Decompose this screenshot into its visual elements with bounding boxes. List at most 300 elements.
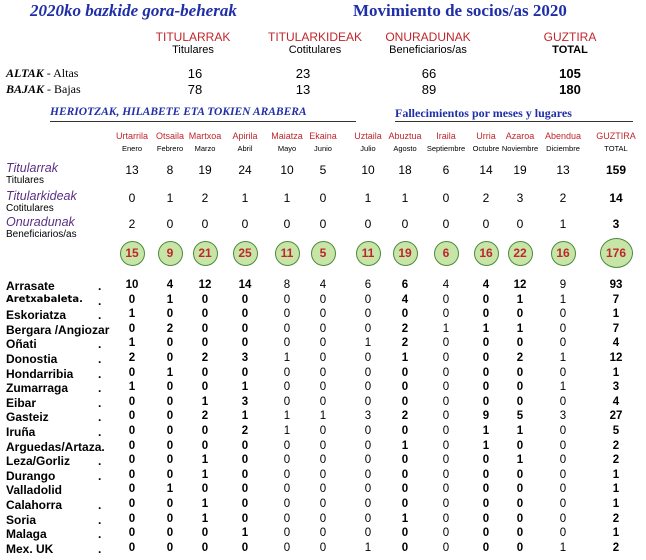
city-cell: 0 [516,308,524,320]
category-cell: 5 [319,163,327,177]
month-label: Urtarrila [115,131,148,141]
city-cell: 4 [442,279,450,291]
table-row [0,498,646,513]
city-cell: 0 [128,396,136,408]
category-sublabel: Beneficiarios/as [6,229,77,240]
city-cell: 0 [442,469,450,481]
table-row [0,410,646,425]
month-label: Ekaina [309,131,337,141]
month-sublabel: Mayo [277,144,297,153]
city-cell: 1 [559,294,567,306]
city-cell: 0 [128,367,136,379]
city-cell: 0 [128,498,136,510]
city-cell: 0 [166,337,174,349]
city-cell: 5 [612,425,620,437]
city-cell: 1 [516,294,524,306]
category-cell: 0 [241,217,249,231]
city-cell: 0 [442,483,450,495]
city-cell: 2 [166,323,174,335]
city-cell: 1 [401,352,409,364]
month-sublabel: Marzo [194,144,216,153]
category-label: Titularkideak [6,189,77,203]
city-cell: 1 [128,381,136,393]
city-cell: 0 [283,454,291,466]
city-cell: 7 [612,323,620,335]
table-row [0,440,646,455]
summary-col-cotitulares: TITULARKIDEAK [267,30,363,44]
city-cell: 2 [401,323,409,335]
city-cell: 0 [241,440,249,452]
city-cell: 0 [166,454,174,466]
city-cell: 0 [364,367,372,379]
city-cell: 0 [442,396,450,408]
city-cell: 1 [241,410,249,422]
city-cell: 0 [166,440,174,452]
city-cell: 0 [482,396,490,408]
city-cell: 0 [128,440,136,452]
table-row [0,454,646,469]
month-label: Urria [476,131,496,141]
city-cell: 0 [364,440,372,452]
city-cell: 0 [442,527,450,539]
city-cell: 2 [401,337,409,349]
city-dot: . [98,308,102,322]
city-cell: 0 [401,469,409,481]
city-cell: 0 [241,454,249,466]
summary-row-bajas-label: BAJAK - Bajas [6,82,81,96]
month-total-badge: 25 [233,241,258,266]
table-row [0,469,646,484]
city-dot: . [98,337,102,351]
table-row [0,425,646,440]
city-cell: 0 [482,498,490,510]
month-label: Uztaila [354,131,382,141]
city-cell: 3 [241,352,249,364]
city-cell: 0 [516,469,524,481]
city-cell: 0 [482,483,490,495]
city-cell: 0 [482,381,490,393]
month-sublabel: Diciembre [546,144,580,153]
city-cell: 0 [516,542,524,554]
city-cell: 0 [319,498,327,510]
city-cell: 1 [612,498,620,510]
category-cell: 0 [166,217,174,231]
city-cell: 1 [612,367,620,379]
city-cell: 0 [559,527,567,539]
month-sublabel: Septiembre [426,144,466,153]
table-row [0,279,646,294]
month-label: Iraila [436,131,456,141]
city-cell: 2 [201,410,209,422]
city-cell: 0 [319,527,327,539]
city-cell: 1 [612,469,620,481]
category-cell: 3 [516,191,524,205]
city-cell: 4 [166,279,174,291]
city-cell: 0 [241,483,249,495]
section-title-basque: HERIOTZAK, HILABETE ETA TOKIEN ARABERA [50,106,307,118]
city-cell: 1 [516,454,524,466]
city-cell: 0 [319,381,327,393]
city-cell: 3 [241,396,249,408]
city-cell: 1 [559,381,567,393]
summary-sub-cotitulares: Cotitulares [288,44,342,56]
category-cell: 1 [241,191,249,205]
city-cell: 0 [442,352,450,364]
city-cell: 0 [559,483,567,495]
summary-altas-titulares: 16 [187,66,203,81]
city-cell: 1 [283,410,291,422]
city-cell: 0 [128,527,136,539]
month-total-badge: 16 [474,241,499,266]
category-cell: 159 [605,163,627,177]
city-cell: 9 [559,279,567,291]
city-name: Leza/Gorliz [6,454,71,468]
table-row [0,381,646,396]
city-name: Durango [6,469,56,483]
city-cell: 14 [238,279,252,291]
summary-sub-total: TOTAL [552,44,588,56]
city-cell: 1 [612,308,620,320]
city-cell: 0 [516,396,524,408]
summary-sub-titulares: Titulares [172,44,214,56]
category-label: Onuradunak [6,215,75,229]
city-cell: 6 [364,279,372,291]
city-cell: 0 [128,410,136,422]
city-cell: 1 [364,337,372,349]
city-cell: 0 [201,323,209,335]
city-cell: 4 [401,294,409,306]
month-sublabel: TOTAL [604,144,628,153]
city-cell: 0 [201,542,209,554]
city-cell: 0 [166,381,174,393]
city-cell: 0 [559,454,567,466]
city-cell: 0 [166,410,174,422]
city-dot: . [98,381,102,395]
section-underline-spanish [395,121,633,122]
category-cell: 0 [401,217,409,231]
city-cell: 0 [364,323,372,335]
city-dot: . [98,498,102,512]
month-label: Otsaila [155,131,184,141]
city-cell: 9 [482,410,490,422]
month-total-badge: 15 [120,241,145,266]
city-cell: 2 [201,352,209,364]
city-cell: 4 [612,396,620,408]
city-cell: 1 [516,323,524,335]
city-cell: 0 [364,527,372,539]
month-total-badge: 9 [158,241,183,266]
city-dot: . [98,367,102,381]
city-cell: 0 [401,425,409,437]
city-cell: 0 [241,323,249,335]
month-sublabel: Febrero [156,144,184,153]
category-cell: 14 [479,163,493,177]
city-cell: 1 [482,440,490,452]
city-cell: 0 [516,381,524,393]
city-cell: 0 [319,294,327,306]
city-cell: 2 [612,542,620,554]
city-cell: 0 [166,542,174,554]
city-cell: 0 [442,337,450,349]
category-cell: 2 [201,191,209,205]
city-dot: . [98,294,102,308]
city-cell: 0 [482,454,490,466]
city-cell: 0 [401,367,409,379]
category-cell: 2 [482,191,490,205]
city-cell: 0 [319,425,327,437]
city-cell: 1 [166,294,174,306]
city-cell: 0 [319,542,327,554]
month-sublabel: Enero [121,144,142,153]
city-cell: 0 [516,367,524,379]
table-row [0,308,646,323]
month-total-badge: 11 [356,241,381,266]
category-cell: 8 [166,163,174,177]
city-cell: 3 [612,381,620,393]
city-cell: 0 [401,308,409,320]
city-cell: 1 [128,337,136,349]
city-cell: 0 [482,542,490,554]
table-row [0,294,646,309]
month-total-badge: 6 [434,241,459,266]
summary-bajas-cotitulares: 13 [295,82,311,97]
month-total-badge: 22 [508,241,533,266]
table-row [0,513,646,528]
city-name: Soria [6,513,37,527]
city-cell: 0 [401,483,409,495]
city-cell: 0 [166,396,174,408]
city-cell: 0 [559,440,567,452]
city-name: Gasteiz [6,410,49,424]
month-label: Apirila [232,131,258,141]
month-sublabel: Octubre [472,144,500,153]
month-sublabel: Julio [360,144,376,153]
city-cell: 0 [319,367,327,379]
city-cell: 0 [401,396,409,408]
month-sublabel: Junio [314,144,332,153]
city-cell: 1 [201,513,209,525]
category-cell: 0 [201,217,209,231]
city-cell: 0 [128,323,136,335]
city-name: Oñati [6,337,37,351]
section-title-spanish: Fallecimientos por meses y lugares [395,106,572,120]
city-cell: 0 [401,454,409,466]
city-cell: 0 [319,396,327,408]
city-cell: 0 [128,425,136,437]
city-name: Zumarraga [6,381,69,395]
city-cell: 0 [128,469,136,481]
city-cell: 0 [442,498,450,510]
city-name: Arguedas/Artaza. [6,440,105,454]
city-cell: 0 [516,337,524,349]
city-dot: . [98,352,102,366]
city-cell: 0 [559,367,567,379]
city-cell: 0 [283,498,291,510]
city-cell: 6 [401,279,409,291]
city-cell: 0 [442,542,450,554]
summary-col-total: GUZTIRA [543,30,597,44]
city-cell: 4 [482,279,490,291]
category-cell: 19 [198,163,212,177]
category-label: Titularrak [6,161,58,175]
category-cell: 1 [401,191,409,205]
city-cell: 0 [319,483,327,495]
month-sublabel: Noviembre [501,144,539,153]
city-cell: 0 [516,498,524,510]
city-cell: 1 [559,352,567,364]
city-cell: 0 [201,381,209,393]
city-cell: 0 [482,337,490,349]
city-cell: 0 [401,527,409,539]
city-cell: 0 [401,381,409,393]
month-total-badge: 16 [551,241,576,266]
city-cell: 0 [364,513,372,525]
table-row [0,483,646,498]
city-cell: 12 [609,352,623,364]
city-cell: 0 [283,308,291,320]
city-cell: 0 [201,337,209,349]
city-cell: 0 [241,294,249,306]
city-cell: 2 [516,352,524,364]
city-cell: 2 [241,425,249,437]
city-cell: 0 [442,410,450,422]
city-name: Donostia [6,352,58,366]
city-dot: . [98,396,102,410]
table-row [0,367,646,382]
city-cell: 1 [612,483,620,495]
city-cell: 0 [241,542,249,554]
city-name: Iruña [6,425,36,439]
city-cell: 0 [166,527,174,539]
category-cell: 0 [128,191,136,205]
city-cell: 93 [609,279,623,291]
city-cell: 0 [364,396,372,408]
month-label: Martxoa [188,131,222,141]
city-cell: 1 [319,410,327,422]
city-cell: 0 [283,367,291,379]
city-cell: 0 [559,396,567,408]
city-cell: 2 [612,454,620,466]
title-spanish: Movimiento de socios/as 2020 [353,1,567,20]
city-cell: 0 [364,425,372,437]
city-cell: 0 [241,367,249,379]
city-name: Eskoriatza [6,308,67,322]
table-row [0,527,646,542]
table-row [0,337,646,352]
city-name: Hondarribia [6,367,74,381]
table-row [0,323,646,338]
city-cell: 4 [612,337,620,349]
city-cell: 0 [319,337,327,349]
city-cell: 0 [241,498,249,510]
city-cell: 0 [166,425,174,437]
city-cell: 0 [442,440,450,452]
city-cell: 0 [319,323,327,335]
city-cell: 0 [559,425,567,437]
month-total-badge: 21 [193,241,218,266]
city-dot: . [98,410,102,424]
month-sublabel: Agosto [393,144,417,153]
city-cell: 0 [128,483,136,495]
city-cell: 1 [401,513,409,525]
city-cell: 0 [364,381,372,393]
month-label: Azaroa [505,131,535,141]
city-name: Arrasate [6,279,55,293]
city-cell: 0 [482,527,490,539]
city-dot: . [98,513,102,527]
city-cell: 0 [442,381,450,393]
city-cell: 0 [364,294,372,306]
city-cell: 0 [241,513,249,525]
category-cell: 1 [283,191,291,205]
category-cell: 1 [559,217,567,231]
category-sublabel: Titulares [6,175,44,186]
city-cell: 1 [241,527,249,539]
city-cell: 1 [166,483,174,495]
city-cell: 8 [283,279,291,291]
city-cell: 1 [283,352,291,364]
city-cell: 0 [482,469,490,481]
category-cell: 0 [283,217,291,231]
city-cell: 0 [442,454,450,466]
category-cell: 0 [442,191,450,205]
city-cell: 1 [482,425,490,437]
city-name: Bergara /Angiozar [6,323,110,337]
city-cell: 0 [166,469,174,481]
month-sublabel: Abril [237,144,253,153]
city-name: Aretxabaleta. [6,294,83,305]
city-cell: 0 [482,352,490,364]
city-cell: 1 [201,396,209,408]
city-cell: 0 [201,440,209,452]
city-cell: 0 [283,396,291,408]
city-cell: 3 [364,410,372,422]
category-cell: 0 [319,191,327,205]
city-cell: 0 [283,483,291,495]
city-cell: 0 [401,498,409,510]
city-cell: 0 [516,513,524,525]
city-cell: 0 [128,454,136,466]
city-cell: 0 [559,323,567,335]
city-dot: . [98,527,102,541]
city-cell: 0 [283,337,291,349]
city-cell: 1 [201,454,209,466]
city-cell: 1 [516,425,524,437]
city-cell: 0 [283,542,291,554]
summary-col-beneficiarios: ONURADUNAK [385,30,471,44]
month-label: Abendua [544,131,582,141]
city-cell: 2 [612,513,620,525]
city-cell: 0 [442,367,450,379]
city-cell: 1 [283,425,291,437]
city-cell: 1 [559,542,567,554]
summary-altas-cotitulares: 23 [295,66,311,81]
city-cell: 1 [364,542,372,554]
city-name: Malaga [6,527,47,541]
city-cell: 1 [401,440,409,452]
city-cell: 1 [128,308,136,320]
city-cell: 0 [166,308,174,320]
city-cell: 1 [612,527,620,539]
city-cell: 0 [128,294,136,306]
city-cell: 1 [241,381,249,393]
city-cell: 0 [166,352,174,364]
summary-bajas-beneficiarios: 89 [421,82,437,97]
category-cell: 0 [482,217,490,231]
city-cell: 0 [516,527,524,539]
month-total-badge: 19 [393,241,418,266]
city-cell: 0 [482,513,490,525]
